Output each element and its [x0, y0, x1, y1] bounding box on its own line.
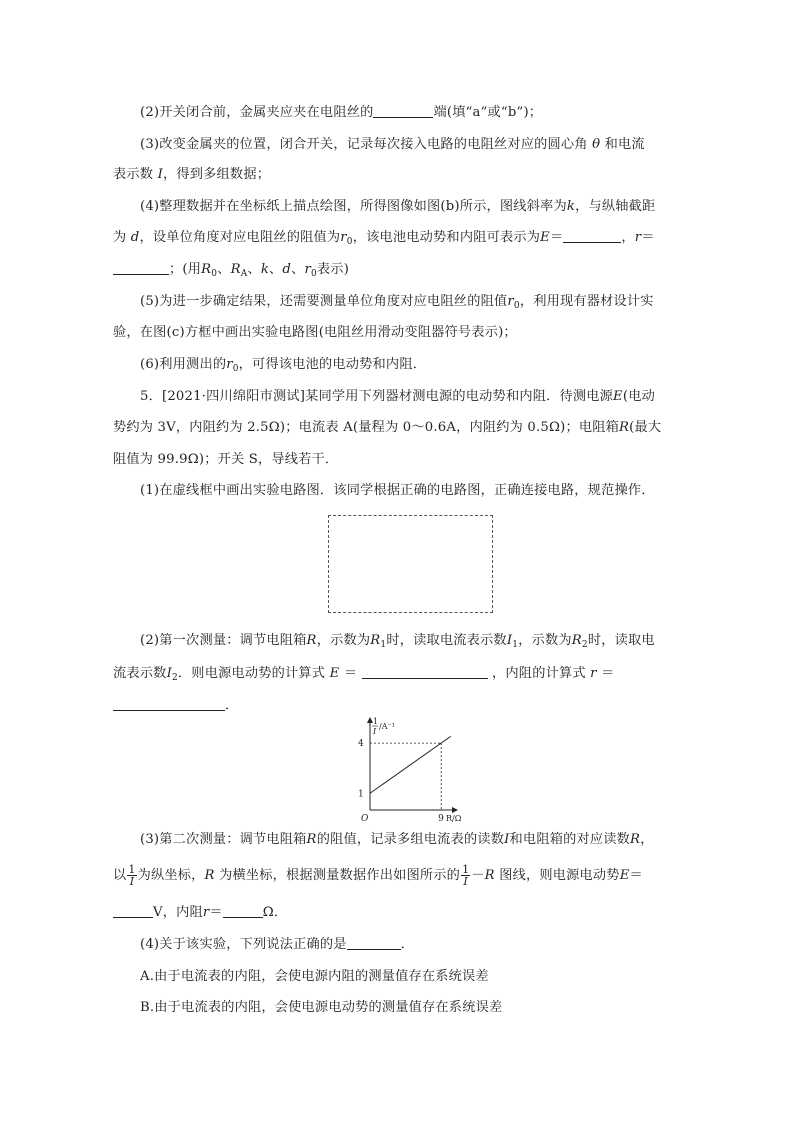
- q5-part1: (1)在虚线框中画出实验电路图．该同学根据正确的电路图，正确连接电路，规范操作．: [140, 483, 655, 498]
- y-tick-label-4: 4: [358, 739, 364, 750]
- q4-part6: (6)利用测出的$r_0$，可得该电池的电动势和内阻．: [140, 357, 427, 374]
- q4-part4-cont: 为 d，设单位角度对应电阻丝的阻值为$r_0$，该电池电动势和内阻可表示为E＝ ，r＝: [113, 230, 655, 247]
- fraction-1-over-I: $\frac{1}{I}$: [462, 863, 470, 888]
- data-line: [370, 736, 451, 793]
- fraction-1-over-I: $\frac{1}{I}$: [128, 863, 136, 888]
- inverse-current-vs-resistance-graph: [345, 715, 475, 830]
- answer-blank[interactable]: [223, 904, 263, 918]
- q5-part2: (2)第一次测量：调节电阻箱R，示数为$R_1$时，读取电流表示数$I_1$，示数为$R_2$时，读取电: [140, 633, 655, 650]
- option-b[interactable]: B.由于电流表的内阻，会使电源电动势的测量值存在系统误差: [140, 1000, 503, 1015]
- q5-intro-cont2: 阻值为 99.9Ω)；开关 S，导线若干．: [113, 452, 339, 467]
- answer-blank[interactable]: [362, 665, 488, 679]
- answer-blank[interactable]: [347, 936, 401, 950]
- answer-blank[interactable]: [563, 229, 621, 243]
- q5-intro-cont: 势约为 3V，内阻约为 2.5Ω)；电流表 A(量程为 0～0.6A，内阻约为 0.5Ω)；电阻箱R(最大: [113, 420, 662, 435]
- q4-part3: (3)改变金属夹的位置，闭合开关，记录每次接入电路的电阻丝对应的圆心角 θ 和电流: [140, 137, 645, 152]
- q4-part3-cont: 表示数 I，得到多组数据；: [113, 167, 271, 182]
- q5-part4: (4)关于该实验，下列说法正确的是 ．: [140, 937, 415, 952]
- q5-part2-cont: 流表示数$I_2$．则电源电动势的计算式 E ＝ ，内阻的计算式 r ＝: [113, 666, 615, 683]
- q4-part2: (2)开关闭合前，金属夹应夹在电阻丝的 端(填“a”或“b”)；: [140, 105, 543, 120]
- x-axis-label: R/Ω: [446, 814, 462, 823]
- q4-part4-cont2: ；(用$R_0$、$R_A$、k、d、$r_0$表示): [113, 261, 683, 283]
- answer-blank[interactable]: [373, 104, 433, 118]
- q4-part5-cont: 验，在图(c)方框中画出实验电路图(电阻丝用滑动变阻器符号表示)；: [113, 325, 517, 340]
- q5-intro: 5．[2021·四川绵阳市测试]某同学用下列器材测电源的电动势和内阻．待测电源E(电动: [140, 389, 655, 404]
- y-axis-label-unit: /A⁻¹: [379, 722, 395, 731]
- q5-part3: (3)第二次测量：调节电阻箱R的阻值，记录多组电流表的读数I和电阻箱的对应读数R，: [140, 832, 654, 847]
- q5-part2-cont2: ．: [113, 697, 683, 715]
- y-tick-label-1: 1: [358, 789, 364, 800]
- q5-part3-cont2: V，内阻r＝ Ω．: [113, 904, 683, 922]
- answer-blank[interactable]: [113, 904, 153, 918]
- answer-blank[interactable]: [113, 697, 225, 711]
- answer-blank[interactable]: [113, 261, 169, 275]
- y-axis-label-den: I: [373, 727, 377, 736]
- circuit-diagram-box[interactable]: [328, 515, 493, 613]
- y-axis-label-num: 1: [373, 717, 379, 726]
- origin-label: O: [361, 814, 369, 824]
- option-a[interactable]: A.由于电流表的内阻，会使电源内阻的测量值存在系统误差: [140, 969, 489, 984]
- q4-part5: (5)为进一步确定结果，还需要测量单位角度对应电阻丝的阻值$r_0$，利用现有器材设计实: [140, 294, 654, 311]
- q5-part3-cont: 以 $\frac{1}{I}$ 为纵坐标，R 为横坐标，根据测量数据作出如图所示的 $\frac{1}{I}$ －R 图线，则电源电动势E＝: [113, 863, 643, 888]
- x-tick-label-9: 9: [438, 814, 444, 824]
- q4-part4: (4)整理数据并在坐标纸上描点绘图，所得图像如图(b)所示，图线斜率为k，与纵轴截距: [140, 199, 656, 214]
